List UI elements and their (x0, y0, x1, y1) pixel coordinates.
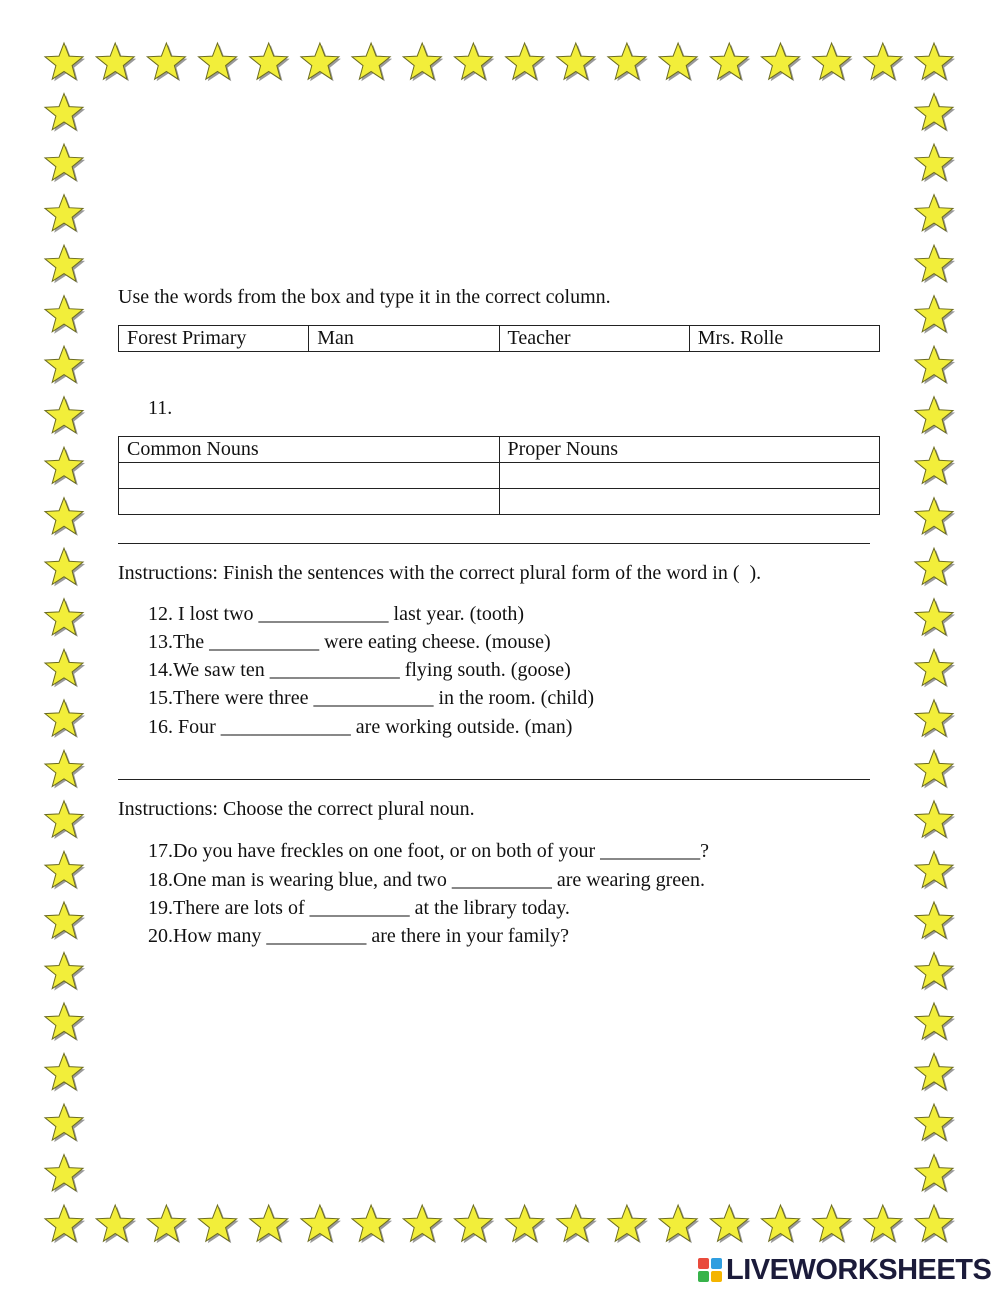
star-icon (250, 43, 290, 81)
star-icon (557, 43, 597, 81)
star-icon (915, 750, 955, 788)
question-item: 17.Do you have freckles on one foot, or on both of your __________? (148, 840, 709, 862)
star-icon (761, 43, 801, 81)
star-icon (301, 43, 341, 81)
question-item: 12. I lost two _____________ last year. (tooth) (148, 603, 525, 625)
star-icon (915, 346, 955, 384)
word-box-item: Man (309, 326, 499, 352)
star-icon (813, 43, 853, 81)
star-icon (352, 1205, 392, 1243)
sort-instructions: Use the words from the box and type it in the correct column. (118, 286, 611, 308)
question-item: 16. Four _____________ are working outside. (man) (148, 716, 573, 738)
star-icon (557, 1205, 597, 1243)
word-box (118, 325, 880, 352)
question-item: 14.We saw ten _____________ flying south. (goose) (148, 659, 571, 681)
star-icon (96, 43, 136, 81)
word-box-item: Teacher (499, 326, 689, 352)
star-icon (915, 397, 955, 435)
star-icon (45, 952, 85, 990)
star-icon (352, 43, 392, 81)
star-icon (403, 1205, 443, 1243)
star-icon (45, 1205, 85, 1243)
question-item: 15.There were three ____________ in the room. (child) (148, 687, 594, 709)
star-icon (45, 851, 85, 889)
star-icon (45, 43, 85, 81)
star-icon (915, 599, 955, 637)
star-icon (45, 447, 85, 485)
star-icon (915, 1205, 955, 1243)
logo-square (698, 1271, 709, 1282)
star-icon (45, 1104, 85, 1142)
star-icon (915, 700, 955, 738)
star-icon (864, 43, 904, 81)
star-icon (915, 902, 955, 940)
star-icon (915, 1003, 955, 1041)
star-icon (403, 43, 443, 81)
star-icon (45, 1003, 85, 1041)
star-icon (45, 296, 85, 334)
column-header-proper: Proper Nouns (499, 437, 880, 463)
star-icon (915, 144, 955, 182)
star-icon (915, 447, 955, 485)
star-icon (915, 195, 955, 233)
star-icon (915, 1155, 955, 1193)
star-icon (454, 43, 494, 81)
question-item: 13.The ___________ were eating cheese. (mouse) (148, 631, 551, 653)
star-icon (659, 1205, 699, 1243)
logo-square (711, 1271, 722, 1282)
word-box-item: Mrs. Rolle (689, 326, 879, 352)
answer-cell-proper[interactable] (499, 463, 880, 489)
logo-square (698, 1258, 709, 1269)
star-icon (45, 144, 85, 182)
answer-cell-proper[interactable] (499, 489, 880, 515)
star-icon (45, 1155, 85, 1193)
star-icon (915, 296, 955, 334)
star-icon (45, 245, 85, 283)
star-icon (45, 700, 85, 738)
star-icon (147, 43, 187, 81)
star-icon (45, 750, 85, 788)
question-item: 20.How many __________ are there in your family? (148, 925, 570, 947)
star-icon (45, 548, 85, 586)
star-icon (96, 1205, 136, 1243)
plural-instructions: Instructions: Finish the sentences with the correct plural form of the word in ( ). (118, 562, 762, 584)
question-item: 19.There are lots of __________ at the library today. (148, 897, 570, 919)
star-icon (45, 195, 85, 233)
star-icon (45, 498, 85, 536)
star-icon (45, 94, 85, 132)
star-icon (454, 1205, 494, 1243)
star-icon (915, 1053, 955, 1091)
column-header-common: Common Nouns (119, 437, 500, 463)
answer-cell-common[interactable] (119, 489, 500, 515)
star-icon (506, 43, 546, 81)
logo-text: LIVEWORKSHEETS (726, 1253, 992, 1286)
liveworksheets-logo (698, 1253, 991, 1287)
star-icon (147, 1205, 187, 1243)
star-icon (915, 498, 955, 536)
star-icon (45, 346, 85, 384)
word-box-item: Forest Primary (119, 326, 309, 352)
noun-sort-table (118, 436, 880, 515)
star-icon (45, 599, 85, 637)
star-icon (761, 1205, 801, 1243)
divider-line (118, 779, 870, 780)
star-icon (915, 801, 955, 839)
answer-cell-common[interactable] (119, 463, 500, 489)
star-icon (45, 649, 85, 687)
star-icon (199, 1205, 239, 1243)
star-icon (608, 43, 648, 81)
logo-square (711, 1258, 722, 1269)
star-icon (915, 548, 955, 586)
star-icon (506, 1205, 546, 1243)
star-icon (915, 851, 955, 889)
star-icon (915, 952, 955, 990)
star-icon (915, 94, 955, 132)
star-icon (199, 43, 239, 81)
logo-mark-icon (698, 1258, 722, 1282)
star-icon (915, 245, 955, 283)
star-icon (710, 43, 750, 81)
star-icon (813, 1205, 853, 1243)
choose-instructions: Instructions: Choose the correct plural noun. (118, 798, 475, 820)
star-icon (864, 1205, 904, 1243)
star-icon (915, 1104, 955, 1142)
divider-line (118, 543, 870, 544)
star-icon (45, 902, 85, 940)
star-icon (915, 649, 955, 687)
star-icon (45, 801, 85, 839)
star-icon (45, 397, 85, 435)
question-number: 11. (148, 397, 173, 419)
star-icon (710, 1205, 750, 1243)
star-icon (301, 1205, 341, 1243)
star-icon (608, 1205, 648, 1243)
star-icon (659, 43, 699, 81)
star-icon (915, 43, 955, 81)
star-icon (45, 1053, 85, 1091)
question-item: 18.One man is wearing blue, and two __________ are wearing green. (148, 869, 706, 891)
star-icon (250, 1205, 290, 1243)
